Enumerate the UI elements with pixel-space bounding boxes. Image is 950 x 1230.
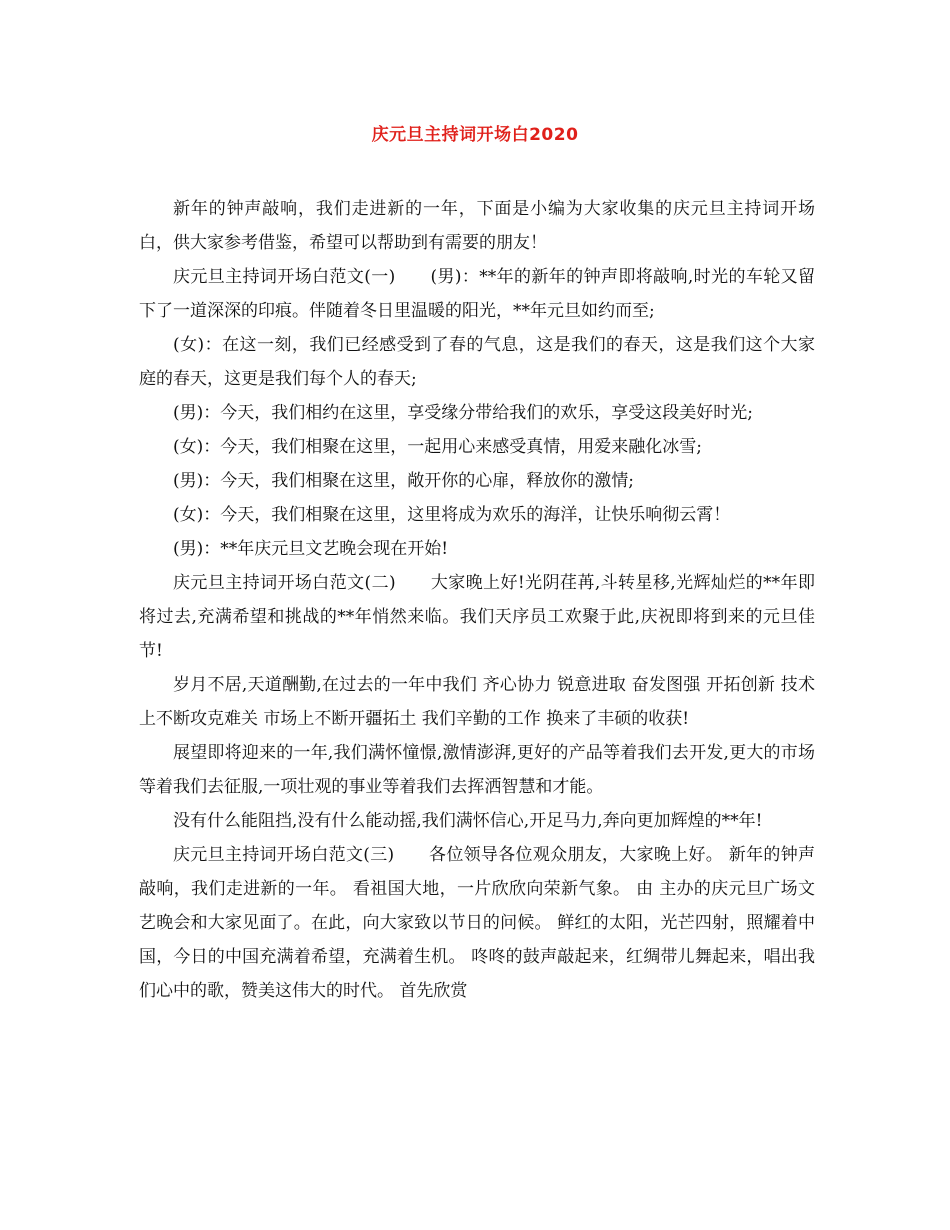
paragraph-years: 岁月不居,天道酬勤,在过去的一年中我们 齐心协力 锐意进取 奋发图强 开拓创新 技术上不断攻克难关 市场上不断开疆拓土 我们辛勤的工作 换来了丰硕的收获!: [139, 675, 815, 729]
paragraph-sample-1: 庆元旦主持词开场白范文(一) (男)：**年的新年的钟声即将敲响,时光的车轮又留下了一道深深的印痕。伴随着冬日里温暖的阳光，**年元旦如约而至;: [139, 267, 815, 321]
paragraph-female-2: (女)：今天，我们相聚在这里，一起用心来感受真情，用爱来融化冰雪;: [173, 437, 702, 457]
paragraph-sample-3: 庆元旦主持词开场白范文(三) 各位领导各位观众朋友，大家晚上好。 新年的钟声敲响，我们走进新的一年。 看祖国大地，一片欣欣向荣新气象。 由 主办的庆元旦广场文艺晚会和大家见面了。在此，向大家致以节日的问候。 鲜红的太阳，光芒四射，照耀着中国，今日的中国充满着希望，充满着生机。 咚咚的鼓声敲起来，红绸带儿舞起来，唱出我们心中的歌，赞美这伟大的时代。 首先欣赏: [139, 845, 815, 1001]
paragraph-outlook: 展望即将迎来的一年,我们满怀憧憬,激情澎湃,更好的产品等着我们去开发,更大的市场等着我们去征服,一项壮观的事业等着我们去挥洒智慧和才能。: [139, 743, 815, 797]
paragraph-male-4: (男)：**年庆元旦文艺晚会现在开始!: [173, 539, 449, 559]
paragraph-male-3: (男)：今天，我们相聚在这里，敞开你的心扉，释放你的激情;: [173, 471, 634, 491]
page-title: 庆元旦主持词开场白2020: [371, 125, 579, 145]
document-body: [139, 192, 815, 1008]
paragraph-sample-2: 庆元旦主持词开场白范文(二) 大家晚上好!光阴荏苒,斗转星移,光辉灿烂的**年即将过去,充满希望和挑战的**年悄然来临。我们天序员工欢聚于此,庆祝即将到来的元旦佳节!: [139, 573, 815, 661]
paragraph-female-1: (女)：在这一刻，我们已经感受到了春的气息，这是我们的春天，这是我们这个大家庭的春天，这更是我们每个人的春天;: [139, 335, 815, 389]
paragraph-confidence: 没有什么能阻挡,没有什么能动摇,我们满怀信心,开足马力,奔向更加辉煌的**年!: [173, 811, 763, 831]
paragraph-female-3: (女)：今天，我们相聚在这里，这里将成为欢乐的海洋，让快乐响彻云霄！: [173, 505, 731, 525]
paragraph-male-2: (男)：今天，我们相约在这里，享受缘分带给我们的欢乐，享受这段美好时光;: [173, 403, 753, 423]
paragraph-intro: 新年的钟声敲响，我们走进新的一年，下面是小编为大家收集的庆元旦主持词开场白，供大家参考借鉴，希望可以帮助到有需要的朋友！: [139, 199, 815, 253]
